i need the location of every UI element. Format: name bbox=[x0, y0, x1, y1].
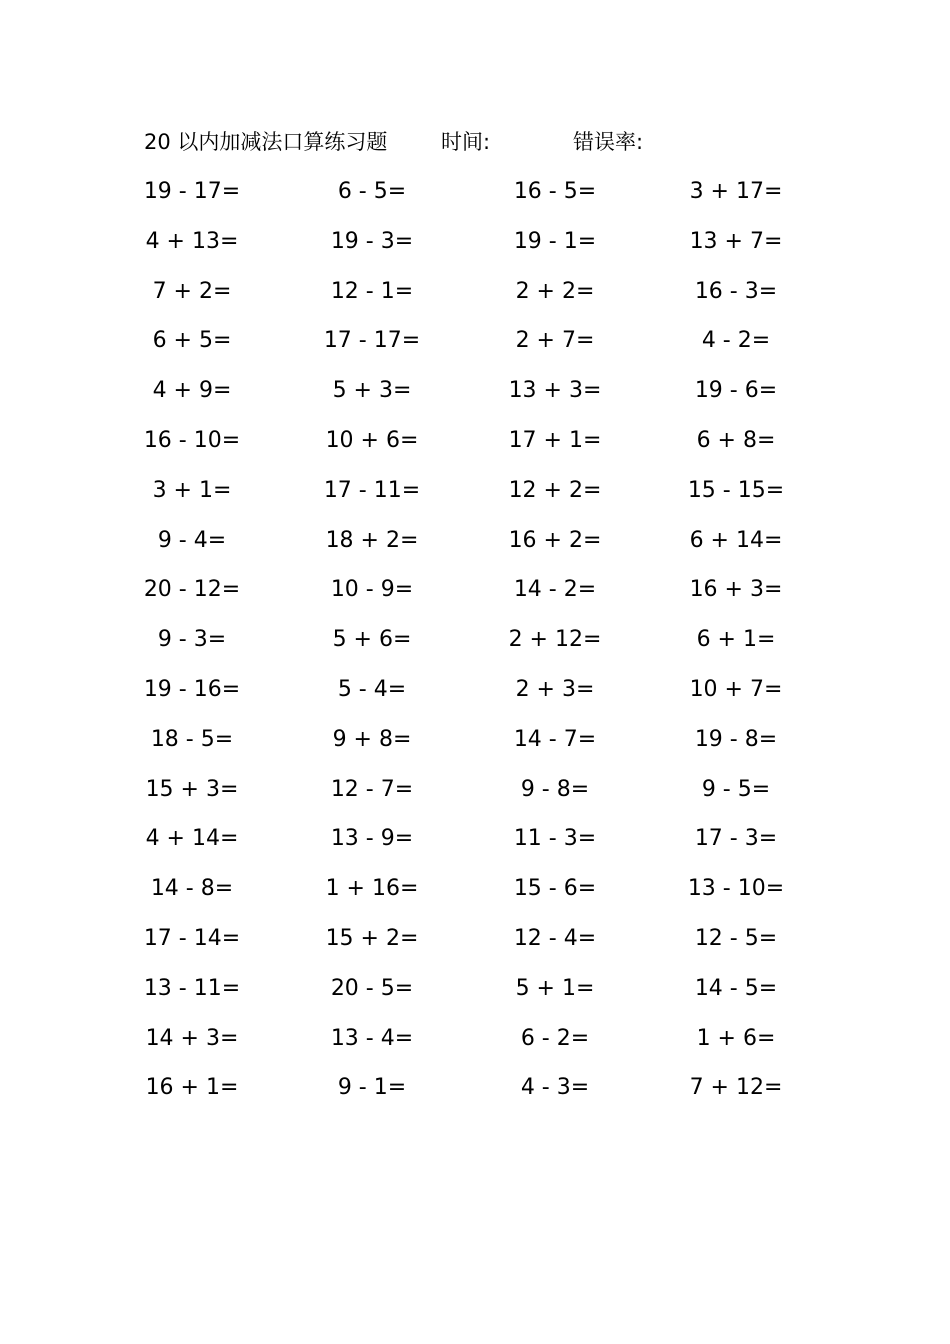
problem-grid bbox=[0, 172, 950, 1118]
problem-item: 16 + 1= bbox=[145, 1075, 239, 1101]
problem-row bbox=[0, 969, 950, 1019]
problem-item: 19 - 1= bbox=[513, 228, 597, 254]
problem-item: 7 + 2= bbox=[152, 278, 232, 304]
problem-item: 13 - 4= bbox=[330, 1025, 414, 1051]
problem-item: 9 - 3= bbox=[157, 627, 227, 653]
problem-row bbox=[0, 770, 950, 820]
problem-item: 10 + 7= bbox=[689, 676, 783, 702]
problem-item: 19 - 3= bbox=[330, 228, 414, 254]
problem-row bbox=[0, 720, 950, 770]
problem-item: 16 - 5= bbox=[513, 179, 597, 204]
problem-item: 13 - 9= bbox=[330, 826, 414, 852]
problem-item: 18 - 5= bbox=[150, 726, 234, 752]
problem-item: 3 + 1= bbox=[152, 477, 232, 503]
problem-item: 2 + 12= bbox=[508, 627, 602, 653]
problem-row bbox=[0, 172, 950, 222]
problem-item: 6 - 2= bbox=[520, 1025, 590, 1051]
problem-item: 14 - 5= bbox=[694, 975, 778, 1001]
problem-row bbox=[0, 919, 950, 969]
problem-item: 6 + 5= bbox=[152, 328, 232, 354]
problem-item: 12 + 2= bbox=[508, 477, 602, 503]
problem-item: 15 - 15= bbox=[687, 477, 785, 503]
problem-item: 17 - 17= bbox=[323, 328, 421, 354]
problem-row bbox=[0, 222, 950, 272]
problem-item: 17 + 1= bbox=[508, 427, 602, 453]
problem-item: 14 - 7= bbox=[513, 726, 597, 752]
problem-item: 15 - 6= bbox=[513, 876, 597, 902]
problem-item: 5 + 1= bbox=[515, 975, 595, 1001]
problem-item: 12 - 7= bbox=[330, 776, 414, 802]
problem-row bbox=[0, 1019, 950, 1069]
problem-row bbox=[0, 819, 950, 869]
problem-row bbox=[0, 321, 950, 371]
problem-item: 13 - 11= bbox=[143, 975, 241, 1001]
problem-row bbox=[0, 272, 950, 322]
problem-item: 4 + 9= bbox=[152, 378, 232, 404]
problem-item: 14 - 2= bbox=[513, 577, 597, 603]
problem-item: 2 + 7= bbox=[515, 328, 595, 354]
problem-item: 13 - 10= bbox=[687, 876, 785, 902]
problem-row bbox=[0, 670, 950, 720]
problem-item: 2 + 2= bbox=[515, 278, 595, 304]
problem-item: 10 + 6= bbox=[325, 427, 419, 453]
problem-item: 12 - 5= bbox=[694, 925, 778, 951]
problem-item: 4 - 2= bbox=[701, 328, 771, 354]
problem-row bbox=[0, 1068, 950, 1118]
problem-item: 1 + 6= bbox=[696, 1025, 776, 1051]
worksheet-header bbox=[144, 124, 804, 160]
problem-item: 2 + 3= bbox=[515, 676, 595, 702]
problem-item: 19 - 17= bbox=[143, 179, 241, 204]
problem-item: 6 + 8= bbox=[696, 427, 776, 453]
problem-item: 14 + 3= bbox=[145, 1025, 239, 1051]
problem-item: 17 - 11= bbox=[323, 477, 421, 503]
problem-item: 9 - 4= bbox=[157, 527, 227, 553]
problem-item: 16 - 10= bbox=[143, 427, 241, 453]
problem-item: 6 - 5= bbox=[337, 179, 407, 204]
problem-item: 17 - 14= bbox=[143, 925, 241, 951]
problem-row bbox=[0, 620, 950, 670]
problem-item: 1 + 16= bbox=[325, 876, 419, 902]
problem-item: 10 - 9= bbox=[330, 577, 414, 603]
problem-item: 16 + 2= bbox=[508, 527, 602, 553]
problem-item: 6 + 1= bbox=[696, 627, 776, 653]
problem-item: 11 - 3= bbox=[513, 826, 597, 852]
problem-item: 9 - 8= bbox=[520, 776, 590, 802]
error-rate-label: 错误率: bbox=[573, 130, 644, 154]
worksheet-title: 20 以内加减法口算练习题 bbox=[144, 130, 388, 154]
problem-item: 4 + 14= bbox=[145, 826, 239, 852]
problem-item: 12 - 4= bbox=[513, 925, 597, 951]
problem-item: 5 + 3= bbox=[332, 378, 412, 404]
problem-item: 4 - 3= bbox=[520, 1075, 590, 1101]
problem-item: 16 + 3= bbox=[689, 577, 783, 603]
problem-item: 15 + 2= bbox=[325, 925, 419, 951]
problem-item: 4 + 13= bbox=[145, 228, 239, 254]
problem-item: 16 - 3= bbox=[694, 278, 778, 304]
problem-item: 19 - 6= bbox=[694, 378, 778, 404]
problem-item: 14 - 8= bbox=[150, 876, 234, 902]
problem-item: 19 - 16= bbox=[143, 676, 241, 702]
problem-row bbox=[0, 869, 950, 919]
problem-item: 9 - 5= bbox=[701, 776, 771, 802]
problem-item: 18 + 2= bbox=[325, 527, 419, 553]
problem-row bbox=[0, 471, 950, 521]
problem-item: 9 - 1= bbox=[337, 1075, 407, 1101]
problem-row bbox=[0, 421, 950, 471]
problem-item: 13 + 3= bbox=[508, 378, 602, 404]
problem-item: 3 + 17= bbox=[689, 179, 783, 204]
time-label: 时间: bbox=[441, 130, 491, 154]
problem-row bbox=[0, 570, 950, 620]
problem-item: 5 - 4= bbox=[337, 676, 407, 702]
problem-item: 9 + 8= bbox=[332, 726, 412, 752]
problem-item: 20 - 12= bbox=[143, 577, 241, 603]
problem-item: 15 + 3= bbox=[145, 776, 239, 802]
problem-row bbox=[0, 371, 950, 421]
problem-item: 5 + 6= bbox=[332, 627, 412, 653]
problem-item: 19 - 8= bbox=[694, 726, 778, 752]
problem-item: 6 + 14= bbox=[689, 527, 783, 553]
problem-item: 7 + 12= bbox=[689, 1075, 783, 1101]
problem-item: 17 - 3= bbox=[694, 826, 778, 852]
problem-item: 12 - 1= bbox=[330, 278, 414, 304]
problem-row bbox=[0, 521, 950, 571]
problem-item: 20 - 5= bbox=[330, 975, 414, 1001]
problem-item: 13 + 7= bbox=[689, 228, 783, 254]
